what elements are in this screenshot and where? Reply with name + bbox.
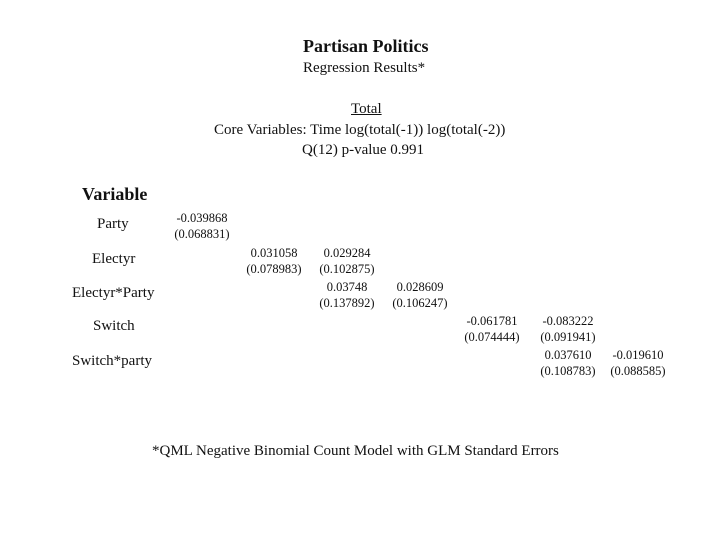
table-cell <box>452 313 532 345</box>
row-label-switch-party: Switch*party <box>72 353 152 369</box>
page-subtitle: Regression Results* <box>303 60 426 76</box>
table-cell <box>598 347 678 379</box>
coefficient: 0.029284 <box>323 246 371 260</box>
row-label-switch: Switch <box>93 318 135 334</box>
row-label-party: Party <box>97 216 129 232</box>
row-label-electyr: Electyr <box>92 251 136 267</box>
coefficient: -0.039868 <box>176 211 228 225</box>
coefficient: 0.028609 <box>396 280 444 294</box>
coefficient: -0.061781 <box>466 314 518 328</box>
page-title: Partisan Politics <box>303 36 429 56</box>
q-statistic: Q(12) p-value 0.991 <box>302 142 425 158</box>
table-cell <box>307 245 387 277</box>
table-cell <box>234 245 314 277</box>
table-cell <box>162 210 242 242</box>
coefficient: -0.019610 <box>612 348 664 362</box>
model-name: Total <box>351 101 382 117</box>
table-cell <box>528 313 608 345</box>
coefficient: 0.031058 <box>250 246 298 260</box>
standard-error: (0.091941) <box>540 330 596 344</box>
standard-error: (0.078983) <box>246 262 302 276</box>
standard-error: (0.106247) <box>392 296 448 310</box>
standard-error: (0.088585) <box>610 364 666 378</box>
variable-header: Variable <box>82 184 148 204</box>
table-cell <box>307 279 387 311</box>
table-cell <box>380 279 460 311</box>
row-label-electyr-party: Electyr*Party <box>72 285 155 301</box>
coefficient: 0.03748 <box>326 280 368 294</box>
standard-error: (0.137892) <box>319 296 375 310</box>
standard-error: (0.068831) <box>174 227 230 241</box>
core-variables: Core Variables: Time log(total(-1)) log(total(-2)) <box>214 122 506 138</box>
coefficient: -0.083222 <box>542 314 594 328</box>
footnote: *QML Negative Binomial Count Model with GLM Standard Errors <box>152 443 559 459</box>
coefficient: 0.037610 <box>544 348 592 362</box>
standard-error: (0.102875) <box>319 262 375 276</box>
table-cell <box>528 347 608 379</box>
standard-error: (0.074444) <box>464 330 520 344</box>
standard-error: (0.108783) <box>540 364 596 378</box>
